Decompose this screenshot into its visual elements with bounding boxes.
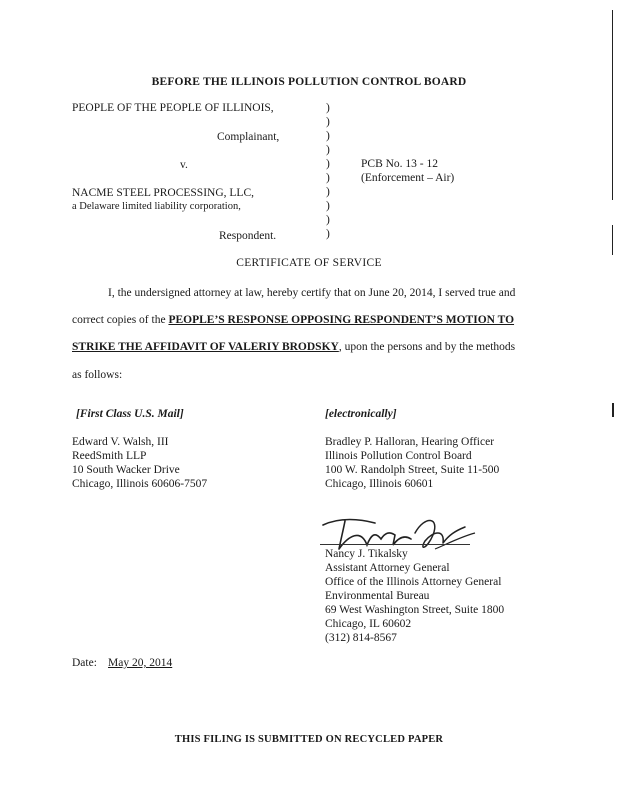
service-method-electronic: [electronically]: [325, 408, 397, 420]
caption-paren: ): [326, 102, 330, 114]
signatory-name: Nancy J. Tikalsky: [325, 548, 408, 560]
body-line-3-suffix: , upon the persons and by the methods: [338, 341, 516, 353]
board-heading: BEFORE THE ILLINOIS POLLUTION CONTROL BOARD: [151, 76, 467, 88]
scan-edge-mark: [612, 225, 613, 255]
recipient-right-line-2: Illinois Pollution Control Board: [325, 450, 472, 462]
caption-paren: ): [326, 214, 330, 226]
signatory-line-1: Assistant Attorney General: [325, 562, 450, 574]
caption-paren: ): [326, 116, 330, 128]
caption-paren: ): [326, 172, 330, 184]
body-line-2-prefix: correct copies of the: [72, 314, 169, 326]
caption-paren: ): [326, 158, 330, 170]
versus-label: v.: [180, 159, 188, 171]
signatory-line-2: Office of the Illinois Attorney General: [325, 576, 502, 588]
case-number: PCB No. 13 - 12: [361, 158, 438, 170]
date-label: Date:: [72, 657, 97, 669]
plaintiff-name: PEOPLE OF THE PEOPLE OF ILLINOIS,: [72, 102, 274, 114]
date-value: May 20, 2014: [108, 657, 173, 669]
document-title-part-2: STRIKE THE AFFIDAVIT OF VALERIY BRODSKY: [72, 341, 339, 353]
defendant-description: a Delaware limited liability corporation,: [72, 201, 241, 212]
signatory-line-5: Chicago, IL 60602: [325, 618, 412, 630]
signatory-line-6: (312) 814-8567: [325, 632, 397, 644]
scan-edge-mark: [612, 403, 614, 417]
respondent-label: Respondent.: [219, 230, 277, 242]
case-type: (Enforcement – Air): [361, 172, 455, 184]
recipient-right-line-1: Bradley P. Halloran, Hearing Officer: [325, 436, 495, 448]
body-line-1: I, the undersigned attorney at law, hereby certify that on June 20, 2014, I served true and: [108, 287, 516, 299]
service-method-mail: [First Class U.S. Mail]: [76, 408, 184, 420]
recipient-left-line-2: ReedSmith LLP: [72, 450, 147, 462]
complainant-label: Complainant,: [217, 131, 280, 143]
scan-edge-line: [612, 10, 613, 200]
body-line-3: [72, 340, 515, 354]
recycled-paper-notice: THIS FILING IS SUBMITTED ON RECYCLED PAPER: [174, 734, 444, 745]
caption-paren: ): [326, 200, 330, 212]
signature-line: [320, 544, 470, 545]
caption-paren: ): [326, 186, 330, 198]
caption-paren: ): [326, 130, 330, 142]
signatory-line-3: Environmental Bureau: [325, 590, 430, 602]
recipient-left-line-3: 10 South Wacker Drive: [72, 464, 180, 476]
caption-paren: ): [326, 144, 330, 156]
document-title-part-1: PEOPLE’S RESPONSE OPPOSING RESPONDENT’S MOTION TO: [168, 314, 515, 326]
recipient-right-line-3: 100 W. Randolph Street, Suite 11-500: [325, 464, 500, 476]
recipient-left-line-4: Chicago, Illinois 60606-7507: [72, 478, 208, 490]
defendant-name: NACME STEEL PROCESSING, LLC,: [72, 187, 254, 199]
body-line-4: as follows:: [72, 369, 123, 381]
body-line-2: [72, 313, 514, 327]
caption-paren: ): [326, 228, 330, 240]
recipient-left-line-1: Edward V. Walsh, III: [72, 436, 169, 448]
signatory-line-4: 69 West Washington Street, Suite 1800: [325, 604, 505, 616]
recipient-right-line-4: Chicago, Illinois 60601: [325, 478, 434, 490]
certificate-title: CERTIFICATE OF SERVICE: [236, 257, 382, 269]
